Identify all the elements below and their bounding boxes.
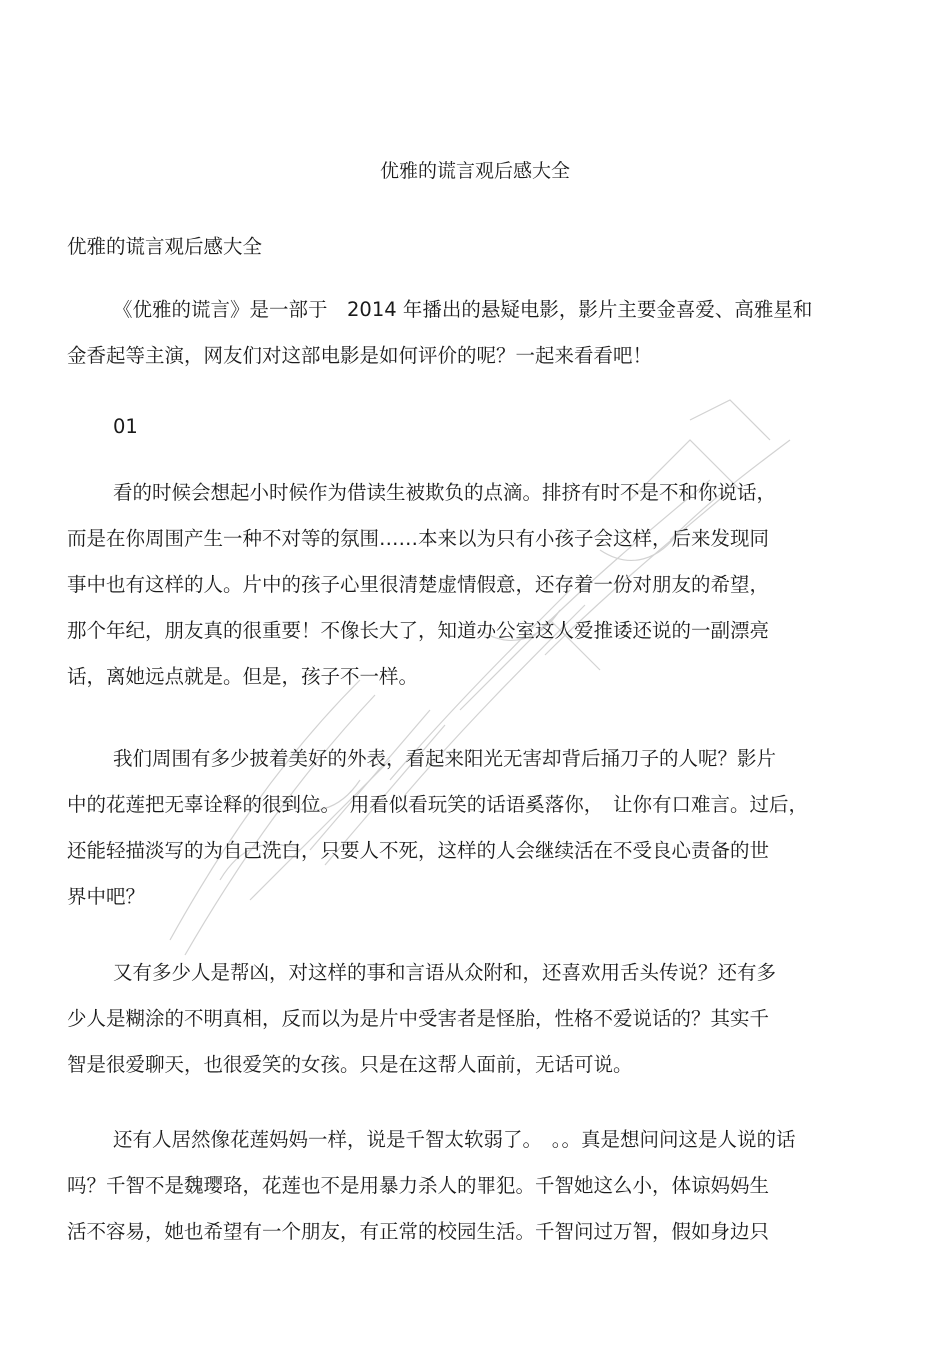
paragraph-line: 活不容易，她也希望有一个朋友，有正常的校园生活。千智问过万智，假如身边只 bbox=[67, 1220, 770, 1243]
paragraph-1 bbox=[67, 470, 867, 700]
paragraph-line: 还能轻描淡写的为自己洗白，只要人不死，这样的人会继续活在不受良心责备的世 bbox=[67, 839, 770, 862]
paragraph-line: 智是很爱聊天，也很爱笑的女孩。只是在这帮人面前，无话可说。 bbox=[67, 1053, 633, 1076]
paragraph-line: 中的花莲把无辜诠释的很到位。 用看似看玩笑的话语奚落你， 让你有口难言。过后， bbox=[67, 793, 809, 816]
paragraph-line: 事中也有这样的人。片中的孩子心里很清楚虚情假意，还存着一份对朋友的希望， bbox=[67, 573, 770, 596]
paragraph-4 bbox=[67, 1117, 867, 1255]
paragraph-line: 我们周围有多少披着美好的外表，看起来阳光无害却背后捅刀子的人呢？影片 bbox=[113, 747, 777, 770]
intro-line: 《优雅的谎言》是一部于 2014 年播出的悬疑电影，影片主要金喜爱、高雅星和 bbox=[113, 298, 813, 321]
paragraph-line: 少人是糊涂的不明真相，反而以为是片中受害者是怪胎，性格不爱说话的？其实千 bbox=[67, 1007, 770, 1030]
section-number: 01 bbox=[113, 415, 138, 438]
section-number-block bbox=[67, 404, 867, 450]
paragraph-line: 又有多少人是帮凶，对这样的事和言语从众附和，还喜欢用舌头传说？还有多 bbox=[113, 961, 777, 984]
paragraph-3 bbox=[67, 950, 867, 1088]
paragraph-line: 界中吧？ bbox=[67, 885, 146, 908]
paragraph-line: 而是在你周围产生一种不对等的氛围……本来以为只有小孩子会这样，后来发现同 bbox=[67, 527, 770, 550]
paragraph-line: 吗？千智不是魏璎珞，花莲也不是用暴力杀人的罪犯。千智她这么小，体谅妈妈生 bbox=[67, 1174, 770, 1197]
intro-paragraph bbox=[67, 287, 867, 379]
paragraph-line: 还有人居然像花莲妈妈一样，说是千智太软弱了。 。。真是想问问这是人说的话 bbox=[113, 1128, 796, 1151]
paragraph-line: 话，离她远点就是。但是，孩子不一样。 bbox=[67, 665, 419, 688]
intro-line: 金香起等主演，网友们对这部电影是如何评价的呢？一起来看看吧！ bbox=[67, 344, 653, 367]
document-title: 优雅的谎言观后感大全 bbox=[379, 160, 570, 182]
document-subtitle: 优雅的谎言观后感大全 bbox=[67, 235, 263, 258]
paragraph-line: 看的时候会想起小时候作为借读生被欺负的点滴。排挤有时不是不和你说话， bbox=[113, 481, 777, 504]
paragraph-2 bbox=[67, 736, 867, 920]
paragraph-line: 那个年纪，朋友真的很重要！不像长大了，知道办公室这人爱推诿还说的一副漂亮 bbox=[67, 619, 770, 642]
document-subtitle-block bbox=[67, 224, 867, 270]
